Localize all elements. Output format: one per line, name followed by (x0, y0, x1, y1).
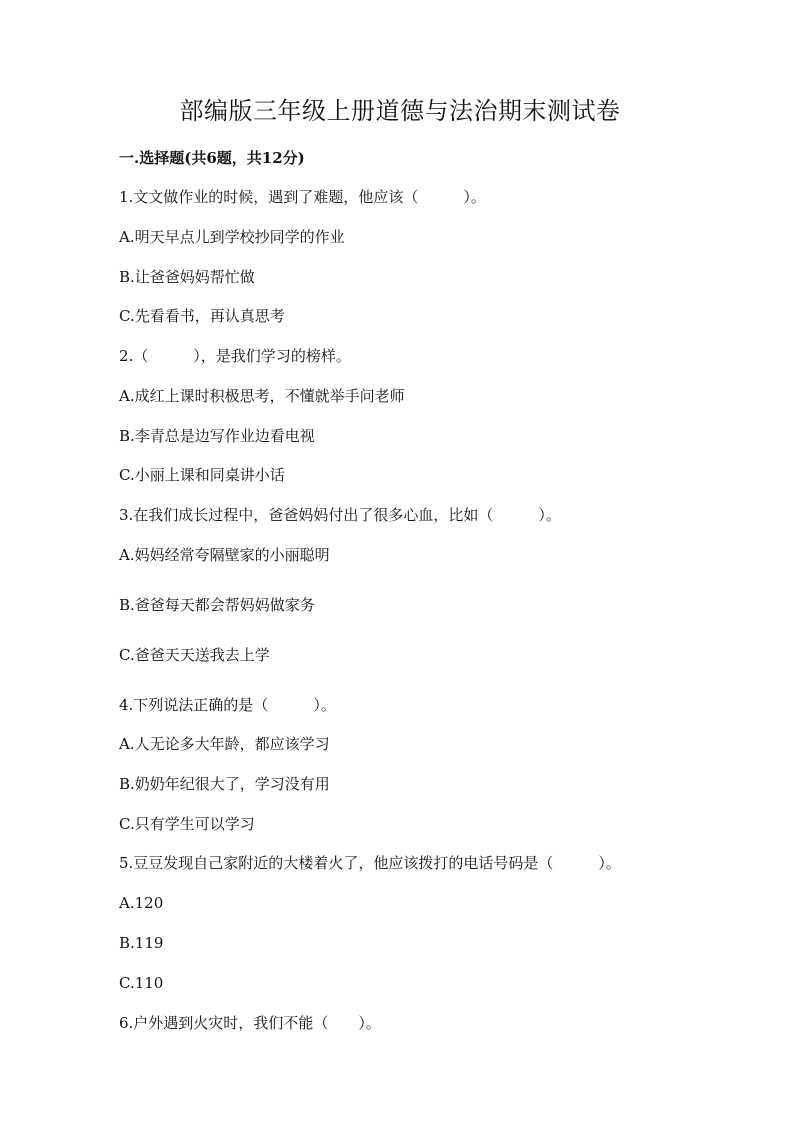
question-2-stem: 2.（ ），是我们学习的榜样。 (119, 347, 351, 365)
question-1-option-c: C.先看看书，再认真思考 (119, 307, 285, 325)
question-2-option-c: C.小丽上课和同桌讲小话 (119, 466, 285, 484)
question-4-option-c: C.只有学生可以学习 (119, 815, 255, 833)
question-4-option-b: B.奶奶年纪很大了，学习没有用 (119, 775, 330, 793)
question-5-option-b: B.119 (119, 934, 164, 952)
section-heading: 一.选择题(共6题，共12分) (119, 149, 305, 167)
question-3-option-c: C.爸爸天天送我去上学 (119, 646, 270, 664)
question-3-option-b: B.爸爸每天都会帮妈妈做家务 (119, 596, 315, 614)
question-2-option-a: A.成红上课时积极思考，不懂就举手问老师 (119, 387, 405, 405)
question-1-stem: 1.文文做作业的时候，遇到了难题，他应该（ ）。 (119, 188, 486, 206)
question-5-option-a: A.120 (119, 894, 164, 912)
question-6-stem: 6.户外遇到火灾时，我们不能（ ）。 (119, 1014, 381, 1032)
question-3-option-a: A.妈妈经常夸隔壁家的小丽聪明 (119, 546, 330, 564)
question-4-stem: 4.下列说法正确的是（ ）。 (119, 696, 336, 714)
question-1-option-a: A.明天早点儿到学校抄同学的作业 (119, 228, 345, 246)
page-title: 部编版三年级上册道德与法治期末测试卷 (179, 97, 621, 125)
question-2-option-b: B.李青总是边写作业边看电视 (119, 427, 315, 445)
question-5-stem: 5.豆豆发现自己家附近的大楼着火了，他应该拨打的电话号码是（ ）。 (119, 854, 621, 872)
question-5-option-c: C.110 (119, 974, 164, 992)
question-4-option-a: A.人无论多大年龄，都应该学习 (119, 735, 330, 753)
question-1-option-b: B.让爸爸妈妈帮忙做 (119, 268, 255, 286)
question-3-stem: 3.在我们成长过程中，爸爸妈妈付出了很多心血，比如（ ）。 (119, 506, 561, 524)
